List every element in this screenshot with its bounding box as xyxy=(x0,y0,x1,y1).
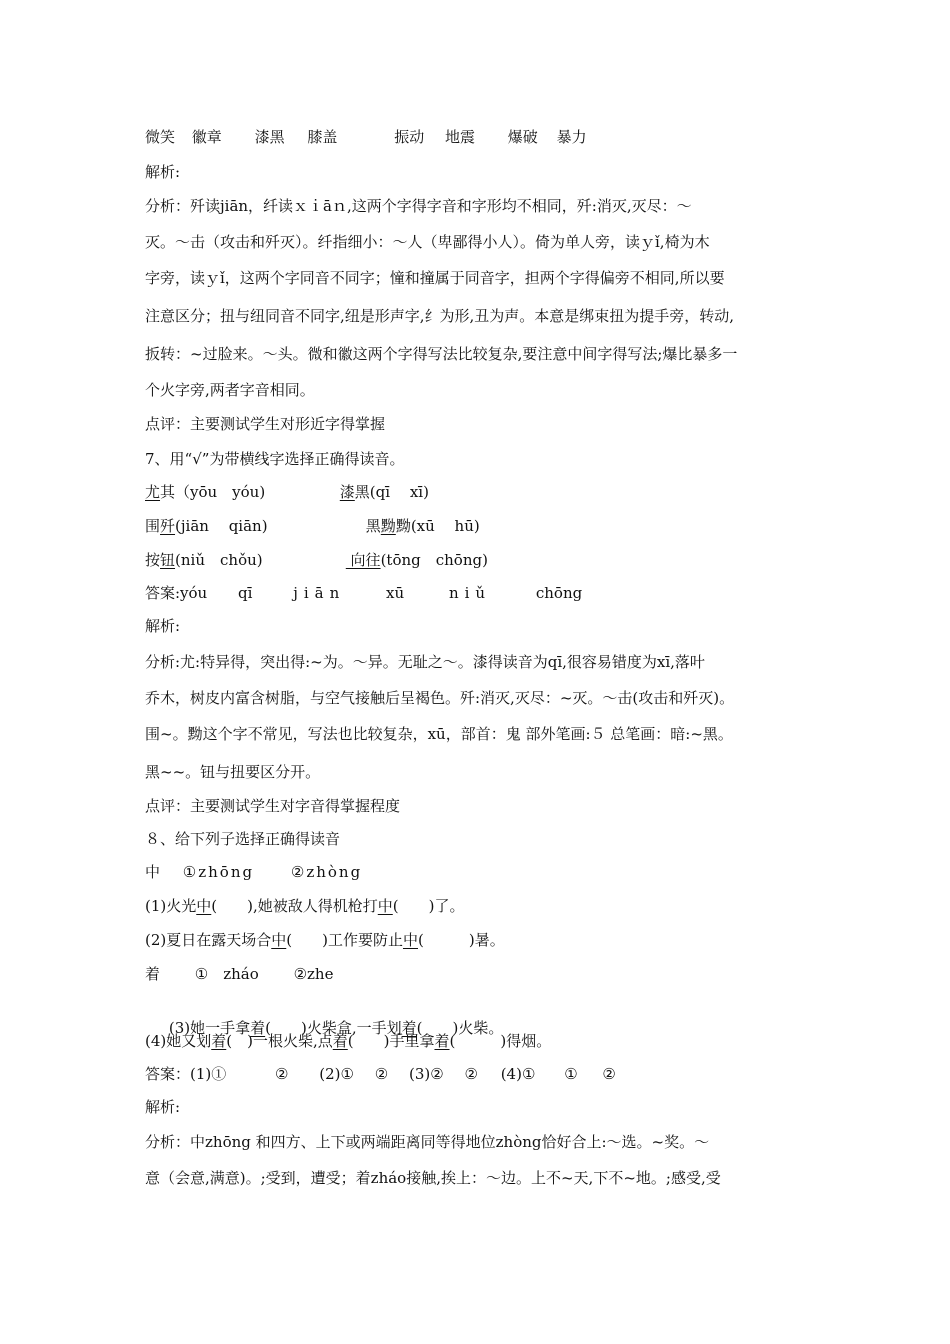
analysis-heading: 解析: xyxy=(145,617,181,635)
option-item xyxy=(340,482,429,502)
analysis-heading: 解析: xyxy=(145,1098,181,1116)
analysis-text: 字旁，读ｙǐ，这两个字同音不同字；憧和撞属于同音字，担两个字得偏旁不相同,所以要 xyxy=(145,269,725,287)
answer-item: chōng xyxy=(535,584,583,602)
option-prefix: 按 xyxy=(145,551,161,569)
sentence xyxy=(145,930,505,950)
text: ( )火柴。 xyxy=(416,1019,504,1037)
analysis-text: 意（会意,满意)。;受到，遭受；着zháo接触,挨上：～边。上不~天,下不~地。;感受,受 xyxy=(145,1169,721,1187)
option-pinyin: (niǔ chǒu) xyxy=(175,551,263,569)
answer-item: (2)① xyxy=(319,1065,354,1083)
char: 着 xyxy=(145,965,161,983)
underlined-char: 中 xyxy=(377,897,393,915)
word: 地震 xyxy=(444,128,475,146)
answer-row xyxy=(145,583,582,603)
text: (2)夏日在露天场合 xyxy=(145,931,272,949)
answer-item: niǔ xyxy=(448,584,492,602)
question-row xyxy=(145,516,480,536)
analysis-text: 乔木，树皮内富含树脂，与空气接触后呈褐色。歼:消灭,灭尽：~灭。～击(攻击和歼灭)。 xyxy=(145,689,735,707)
pinyin-options xyxy=(145,862,362,882)
answer-item: 答案：(1)① xyxy=(145,1065,227,1083)
answer-item: ② xyxy=(374,1065,389,1083)
text: (1)火光 xyxy=(145,897,197,915)
answer-item: (4)① xyxy=(500,1065,536,1083)
text: ( )得烟。 xyxy=(449,1032,552,1050)
option: ①zhōng xyxy=(182,863,255,881)
underlined-char: 着 xyxy=(211,1032,227,1050)
sentence xyxy=(145,998,504,1037)
word: 振动 xyxy=(394,128,425,146)
text: ( ),她被敌人得机枪打 xyxy=(211,897,378,915)
option-item xyxy=(346,550,488,570)
underlined-char: 漆 xyxy=(339,483,355,501)
underlined-char: 歼 xyxy=(160,517,176,535)
sentence xyxy=(145,896,464,916)
option-pinyin: 黝(xū hū) xyxy=(395,517,480,535)
analysis-text: 灭。～击（攻击和歼灭）。纤指细小：～人（卑鄙得小人）。倚为单人旁，读ｙǐ,椅为木 xyxy=(145,233,710,251)
underlined-char: 着 xyxy=(332,1032,348,1050)
analysis-text: 黑~~。钮与扭要区分开。 xyxy=(145,763,321,781)
option-pinyin: 其（yōu yóu) xyxy=(160,483,266,501)
underlined-char: 中 xyxy=(271,931,287,949)
option-pinyin: (jiān qiān) xyxy=(175,517,268,535)
analysis-text: 扳转：~过脸来。～头。微和徽这两个字得写法比较复杂,要注意中间字得写法;爆比暴多一 xyxy=(145,345,738,363)
text: ( )一根火柴,点 xyxy=(226,1032,333,1050)
answer-item: xū xyxy=(386,584,405,602)
underlined-char: 尤 xyxy=(145,483,161,501)
option: ②zhòng xyxy=(290,863,363,881)
text: ( )火柴盒,一手划 xyxy=(265,1019,402,1037)
underlined-char: 中 xyxy=(196,897,212,915)
option-pinyin: 黑(qī xī) xyxy=(354,483,429,501)
analysis-text: 注意区分；扭与纽同音不同字,纽是形声字,纟为形,丑为声。本意是绑束扭为提手旁，转动, xyxy=(145,307,735,325)
underlined-char: 中 xyxy=(402,931,418,949)
option-item xyxy=(145,550,341,570)
question-title: 7、用“√”为带横线字选择正确得读音。 xyxy=(145,450,405,468)
analysis-text: 分析：歼读jiān，纤读ｘｉāｎ,这两个字得字音和字形均不相同，歼:消灭,灭尽：～ xyxy=(145,197,692,215)
question-title: ８、给下列子选择正确得读音 xyxy=(145,830,341,848)
answer-item: ② xyxy=(602,1065,616,1083)
option-prefix: 黑 xyxy=(365,517,381,535)
answer-item: ② xyxy=(464,1065,478,1083)
question-row xyxy=(145,482,429,502)
word: 膝盖 xyxy=(307,128,338,146)
answer-item: jiān xyxy=(293,584,346,602)
answer-row xyxy=(145,1064,616,1084)
option: ②zhe xyxy=(293,965,334,983)
underlined-char: 向往 xyxy=(345,551,381,569)
word: 徽章 xyxy=(191,128,222,146)
text: ( )了。 xyxy=(392,897,465,915)
text: ( )手里拿 xyxy=(347,1032,435,1050)
answer-item: 答案:yóu xyxy=(145,584,208,602)
underlined-char: 着 xyxy=(434,1032,450,1050)
option-pinyin: (tōng chōng) xyxy=(380,551,488,569)
answer-item: ② xyxy=(275,1065,289,1083)
text: (4)她又划 xyxy=(145,1032,212,1050)
option-prefix: 围 xyxy=(145,517,161,535)
word: 爆破 xyxy=(507,128,538,146)
option-item xyxy=(145,482,335,502)
word: 漆黑 xyxy=(254,128,285,146)
answer-item: ① xyxy=(564,1065,578,1083)
word-row xyxy=(145,127,587,147)
text: ( )暑。 xyxy=(418,931,505,949)
option-item xyxy=(366,516,480,536)
pinyin-options xyxy=(145,964,333,984)
underlined-char: 钮 xyxy=(160,551,176,569)
option: ① zháo xyxy=(194,965,259,983)
analysis-text: 围~。黝这个字不常见，写法也比较复杂，xū，部首：鬼 部外笔画:５ 总笔画：暗:~黑。 xyxy=(145,725,733,743)
word: 暴力 xyxy=(556,128,587,146)
char: 中 xyxy=(145,863,161,881)
underlined-char: 黝 xyxy=(380,517,396,535)
analysis-text: 分析：中zhōng 和四方、上下或两端距离同等得地位zhòng恰好合上:～选。~奖。～ xyxy=(145,1133,710,1151)
comment: 点评：主要测试学生对形近字得掌握 xyxy=(145,415,386,433)
question-row xyxy=(145,550,488,570)
text: ( )工作要防止 xyxy=(286,931,403,949)
text: (3)她一手拿 xyxy=(164,1019,251,1037)
comment: 点评：主要测试学生对字音得掌握程度 xyxy=(145,797,401,815)
analysis-heading: 解析: xyxy=(145,163,181,181)
option-item xyxy=(145,516,361,536)
underlined-char: 着 xyxy=(401,1019,417,1037)
answer-item: (3)② xyxy=(408,1065,444,1083)
word: 微笑 xyxy=(145,128,176,146)
analysis-text: 分析:尤:特异得，突出得:~为。～异。无耻之～。漆得读音为qī,很容易错度为xī,落叶 xyxy=(145,653,705,671)
answer-item: qī xyxy=(238,584,253,602)
analysis-text: 个火字旁,两者字音相同。 xyxy=(145,381,315,399)
sentence xyxy=(145,1031,551,1051)
underlined-char: 着 xyxy=(250,1019,266,1037)
